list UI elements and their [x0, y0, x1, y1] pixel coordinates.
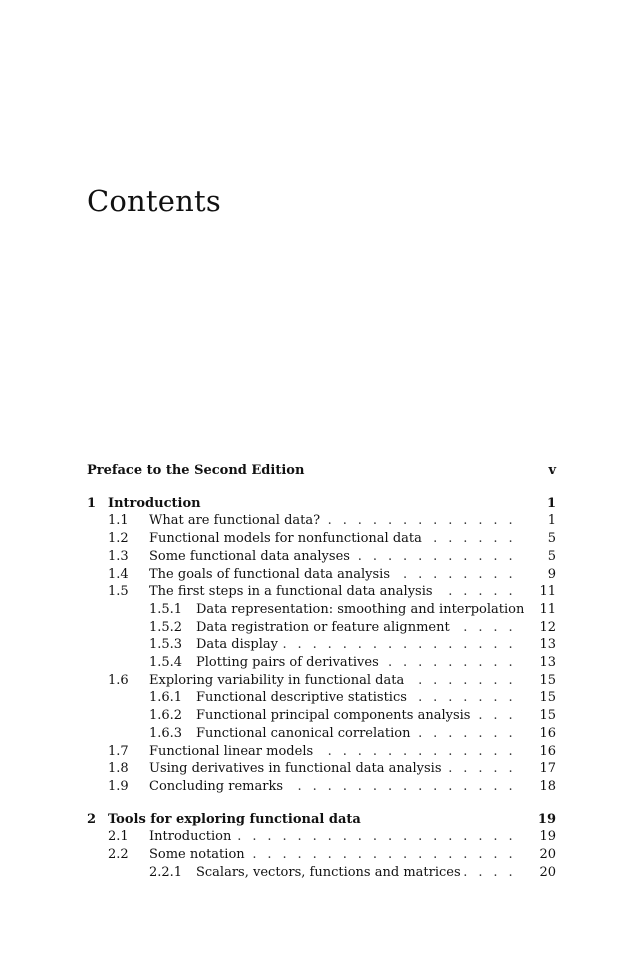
toc-entry-number: 1.3 [108, 548, 129, 564]
toc-entry-number: 1.2 [108, 531, 129, 547]
toc-page-number: 11 [539, 584, 556, 600]
toc-entry[interactable] [0, 846, 644, 864]
toc-page-number: 16 [539, 743, 556, 759]
toc-chapter-entry[interactable] [0, 462, 644, 480]
toc-entry-number: 1.5.1 [149, 601, 183, 617]
toc-entry-title: What are functional data? [149, 512, 323, 530]
toc-page-number: 12 [539, 619, 556, 635]
toc-page-number: 17 [539, 761, 556, 777]
toc-entry-number: 1 [87, 495, 97, 511]
toc-entry-title: Functional linear models [149, 743, 316, 761]
toc-entry[interactable] [0, 864, 644, 882]
toc-entry[interactable] [0, 725, 644, 743]
toc-entry[interactable] [0, 601, 644, 619]
toc-entry[interactable] [0, 654, 644, 672]
toc-entry-number: 1.5 [108, 584, 129, 600]
toc-page-number: 15 [539, 708, 556, 724]
toc-entry-number: 1.6.1 [149, 690, 183, 706]
toc-entry-number: 2.1 [108, 829, 129, 845]
toc-entry-title: Tools for exploring functional data [108, 811, 364, 829]
toc-page-number: 20 [539, 864, 556, 880]
toc-entry-title: The first steps in a functional data analysis [149, 583, 436, 601]
toc-entry-number: 1.5.3 [149, 637, 183, 653]
toc-entry[interactable] [0, 583, 644, 601]
toc-entry-number: 1.6.3 [149, 725, 183, 741]
toc-entry-title: Plotting pairs of derivatives [196, 654, 382, 672]
toc-entry[interactable] [0, 828, 644, 846]
toc-entry-number: 1.5.4 [149, 655, 183, 670]
toc-entry-title: Functional descriptive statistics [196, 689, 410, 707]
toc-page-number: 13 [539, 655, 556, 670]
toc-entry-title: The goals of functional data analysis [149, 566, 393, 584]
toc-entry[interactable] [0, 778, 644, 796]
toc-page-number: 5 [547, 531, 556, 547]
toc-entry[interactable] [0, 707, 644, 725]
toc-page-number: 9 [547, 566, 556, 582]
toc-entry-number: 2.2.1 [149, 864, 183, 880]
toc-entry-title: Data representation: smoothing and interpolation [196, 601, 527, 619]
toc-entry[interactable] [0, 760, 644, 778]
toc-page-number: 15 [539, 690, 556, 706]
toc-entry-number: 2 [87, 811, 97, 827]
toc-entry-number: 2.2 [108, 847, 129, 862]
toc-entry-title: Preface to the Second Edition [87, 462, 307, 480]
toc-entry[interactable] [0, 566, 644, 584]
toc-page-number: 18 [539, 778, 556, 794]
toc-entry[interactable] [0, 619, 644, 637]
toc-entry[interactable] [0, 689, 644, 707]
toc-entry-title: Using derivatives in functional data analysis [149, 760, 445, 778]
toc-entry-title: Introduction [149, 828, 234, 846]
toc-entry-number: 1.1 [108, 513, 129, 529]
toc-page-number: 19 [537, 811, 556, 827]
toc-chapter-entry[interactable] [0, 495, 644, 513]
toc-entry[interactable] [0, 743, 644, 761]
toc-entry-title: Concluding remarks [149, 778, 286, 796]
toc-entry[interactable] [0, 530, 644, 548]
toc-entry-title: Functional models for nonfunctional data [149, 530, 425, 548]
toc-entry-title: Some notation [149, 846, 248, 864]
toc-entry-title: Functional principal components analysis [196, 707, 473, 725]
toc-page-number: 1 [546, 495, 556, 511]
toc-entry-number: 1.8 [108, 761, 129, 777]
toc-entry-number: 1.7 [108, 743, 129, 759]
toc-entry-title: Data display [196, 636, 281, 654]
toc-entry[interactable] [0, 548, 644, 566]
toc-entry[interactable] [0, 512, 644, 530]
toc-page-number: 16 [539, 725, 556, 741]
toc-page-number: 19 [539, 829, 556, 845]
toc-entry-number: 1.6 [108, 672, 129, 688]
toc-entry[interactable] [0, 636, 644, 654]
toc-page-number: 15 [539, 672, 556, 688]
page-title: Contents [87, 184, 221, 218]
toc-entry-number: 1.5.2 [149, 619, 183, 635]
toc-entry-title: Introduction [108, 495, 204, 513]
toc-entry-number: 1.4 [108, 566, 129, 582]
toc-entry-title: Functional canonical correlation [196, 725, 413, 743]
toc-chapter-entry[interactable] [0, 811, 644, 829]
toc-page-number: v [548, 463, 556, 478]
toc-entry-title: Exploring variability in functional data [149, 672, 407, 690]
toc-entry-title: Some functional data analyses [149, 548, 353, 566]
toc-page-number: 5 [547, 548, 556, 564]
toc-page-number: 20 [539, 847, 556, 862]
toc-entry[interactable] [0, 672, 644, 690]
toc-page-number: 13 [539, 637, 556, 653]
toc-entry-number: 1.6.2 [149, 708, 183, 724]
toc-page-number: 11 [539, 601, 556, 617]
toc-entry-number: 1.9 [108, 778, 129, 794]
toc-page-number: 1 [547, 513, 556, 529]
toc-entry-title: Data registration or feature alignment [196, 619, 453, 637]
toc-entry-title: Scalars, vectors, functions and matrices [196, 864, 464, 882]
